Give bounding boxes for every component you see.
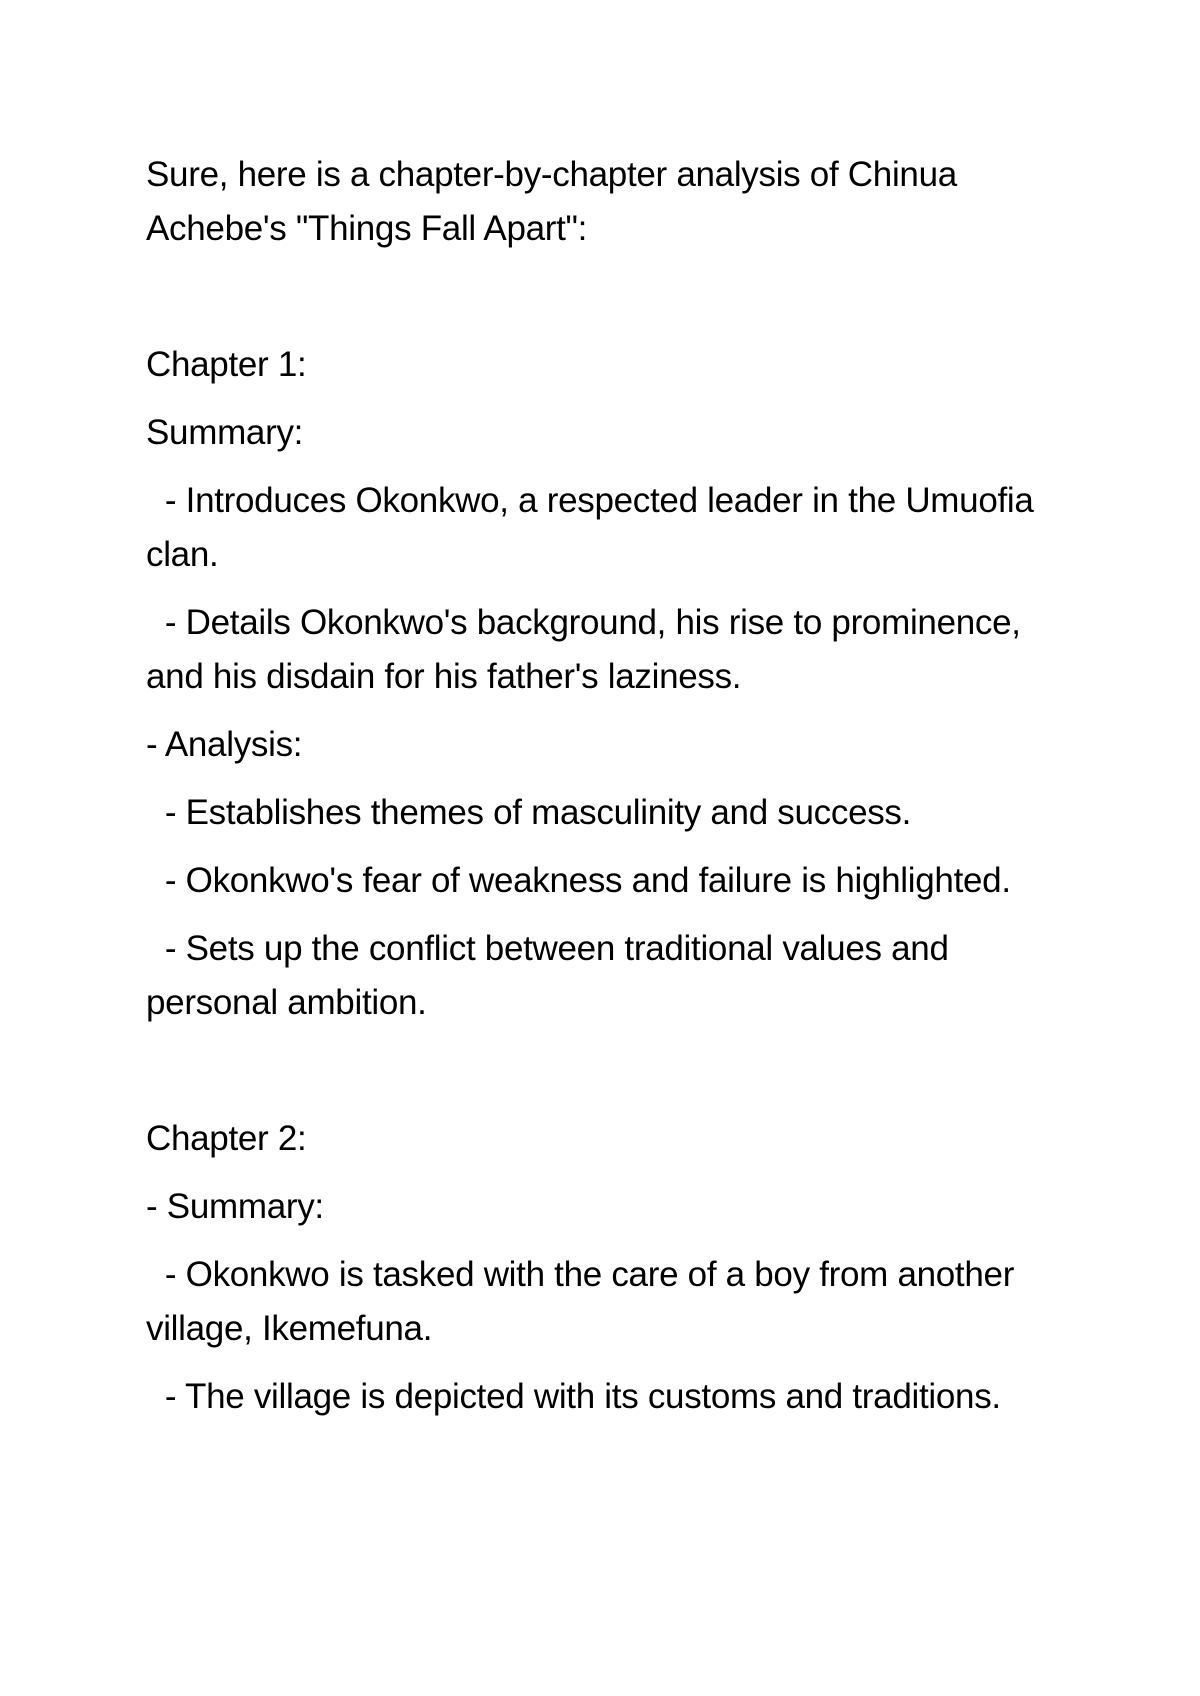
chapter-2-heading: Chapter 2:	[146, 1119, 307, 1158]
chapter-2-summary-label: - Summary:	[146, 1187, 324, 1226]
document-body	[146, 148, 1046, 1438]
chapter-1-analysis-label: - Analysis:	[146, 725, 303, 764]
paragraph-spacer	[146, 1044, 1046, 1112]
chapter-1-analysis-point: - Establishes themes of masculinity and success.	[146, 793, 912, 832]
chapter-1-summary-label: Summary:	[146, 413, 304, 452]
chapter-1-summary-point: - Introduces Okonkwo, a respected leader in the Umuofia clan.	[146, 481, 1043, 574]
chapter-1-summary-point: - Details Okonkwo's background, his rise to prominence, and his disdain for his father's laziness.	[146, 603, 1031, 696]
chapter-2-summary-point: - The village is depicted with its customs and traditions.	[146, 1377, 1001, 1416]
chapter-2-summary-point: - Okonkwo is tasked with the care of a boy from another village, Ikemefuna.	[146, 1255, 1024, 1348]
chapter-1-heading: Chapter 1:	[146, 345, 307, 384]
paragraph-spacer	[146, 270, 1046, 338]
chapter-1-analysis-point: - Sets up the conflict between traditional values and personal ambition.	[146, 929, 959, 1022]
chapter-1-analysis-point: - Okonkwo's fear of weakness and failure is highlighted.	[146, 861, 1011, 900]
intro-paragraph: Sure, here is a chapter-by-chapter analysis of Chinua Achebe's "Things Fall Apart":	[146, 155, 965, 248]
